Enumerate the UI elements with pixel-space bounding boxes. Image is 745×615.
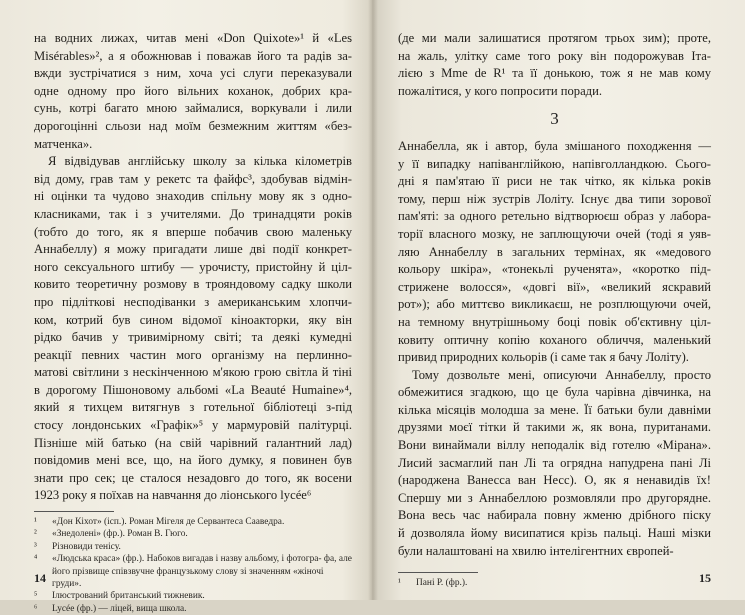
text-line: були налаштовані на хвилю інтелігентних європей- <box>398 543 674 558</box>
text-line: лією з Mme de R¹ та її донькою, тож я не мав кому <box>398 66 711 81</box>
text-line: ні оцінки та чудово знаходив спільну мову як з одно- <box>34 189 352 204</box>
footnote <box>34 541 352 553</box>
text-line: ковито теоретичну розмову в трояндовому садку школи <box>34 277 352 292</box>
footnote-number: ² <box>34 529 37 540</box>
paragraph-continued <box>398 30 711 100</box>
text-line: обмежитися згадкою, що це була чарівна дівчинка, на <box>398 385 711 400</box>
text-line: Спершу ми з Аннабеллою розмовляли про другорядне. <box>398 490 711 505</box>
text-line: Тому дозвольте мені, описуючи Аннабеллу, просто <box>412 367 711 382</box>
text-line: у її випадку напіванглійкою, напівголландкою. Сього- <box>398 156 711 171</box>
left-page-number: 14 <box>34 571 46 585</box>
text-line: кілька місяців молодша за мене. Її батьки були давніми <box>398 402 711 417</box>
text-line: класниками, так і з учителями. До тринадцяти років <box>34 206 352 221</box>
right-footnote-rule <box>398 572 478 573</box>
footnote-number: ¹ <box>398 578 401 589</box>
paragraph <box>398 367 711 561</box>
footnote-number: ⁴ <box>34 554 38 565</box>
footnote <box>34 528 352 540</box>
text-line: ковиту оптичну копію коханого обличчя, маленький <box>398 332 711 347</box>
text-line: пожалітися, у кого попросити поради. <box>398 83 602 98</box>
text-line: тому, перш ніж зустрів Лоліту. Існує два типи зорової <box>398 191 711 206</box>
text-line: Вони винаймали віллу неподалік від готелю «Мірана». <box>398 438 711 453</box>
text-line: (де ми мали залишатися протягом трьох зим); проте, <box>398 31 711 45</box>
footnote <box>34 516 352 528</box>
footnote <box>34 590 352 602</box>
footnote <box>34 603 352 615</box>
text-line: стосу лондонських «Графік»⁵ у мармуровій палітурці. <box>34 418 352 433</box>
footnote <box>398 577 711 589</box>
text-line: Misérables»², а я обожнював і поважав його та радів за- <box>34 48 352 63</box>
footnote-text: Пані Р. (фр.). <box>416 578 468 589</box>
left-page-body <box>34 30 352 505</box>
text-line: сунь, котрі багато мною займалися, воркували і лили <box>34 101 352 116</box>
chapter-number: 3 <box>550 109 559 129</box>
footnote-text: Lycée (фр.) — ліцей, вища школа. <box>52 603 187 614</box>
footnote-text: «Людська краса» (фр.). Набоков вигадав і назву альбому, і фотогра- фа, але його прізвище співзвучне французькому слову зі значенням «жіночі груди». <box>52 554 352 590</box>
text-line: й дозволяла йому висипатися крізь пальці. Наші мізки <box>398 526 711 541</box>
paragraph <box>398 138 711 367</box>
footnote-text: «Знедолені» (фр.). Роман В. Гюго. <box>52 529 188 540</box>
text-line: привид природних кольорів (і саме так я бачу Лоліту). <box>398 350 689 365</box>
footnote-number: ⁶ <box>34 603 38 614</box>
left-footnote-rule <box>34 511 114 512</box>
text-line: Аннабеллу) я можу пригадати лише дві події конкрет- <box>34 242 352 257</box>
text-line: кольору шкіра», «тонекьлі рученята», «коротко під- <box>398 262 711 277</box>
text-line: дорогоцінні сльози над моїм безмежним життям «без- <box>34 118 352 133</box>
text-line: на жаль, улітку саме того року він подорожував Іта- <box>398 48 711 63</box>
text-line: на темному внутрішньому боці повік об'єктивну ціл- <box>398 314 711 329</box>
text-line: пам'яті: за одного ретельно відтворюєш образ у лабора- <box>398 209 711 224</box>
footnote-number: ¹ <box>34 517 37 528</box>
footnote-text: Ілюстрований британський тижневик. <box>52 591 205 602</box>
text-line: одне одному про його вільних коханок, добрих кра- <box>34 83 352 98</box>
text-line: реакції певних частин мого організму на перлинно- <box>34 347 352 362</box>
footnote-number: ³ <box>34 541 37 552</box>
footnote-number: ⁵ <box>34 591 38 602</box>
paragraph <box>34 30 352 153</box>
text-line: ного сексуального штибу — урочисту, пристойну й ціл- <box>34 259 352 274</box>
text-line: стрижене волосся», «довгі вії», «великий яскравий <box>398 279 711 294</box>
text-line: вжди зустрічатися з ним, хоча усі слуги переказували <box>34 66 352 81</box>
left-footnotes <box>34 516 352 615</box>
right-page-number: 15 <box>699 571 711 585</box>
footnote-text: «Дон Кіхот» (ісп.). Роман Мігеля де Сервантеса Сааведра. <box>52 517 285 528</box>
text-line: про підліткові несподіванки з американським хлопчи- <box>34 294 352 309</box>
text-line: матові світлини з нескінченною м'якою грою світла й тіні <box>34 365 352 380</box>
text-line: Вона весь час набирала повну жменю дрібного піску <box>398 508 711 523</box>
text-line: в дорогому Пішоновому альбомі «La Beauté Humaine»⁴, <box>34 382 352 397</box>
right-page <box>372 0 745 600</box>
text-line: 1923 року я поїхав на навчання до ліонського lycée⁶ <box>34 488 312 503</box>
text-line: ляю Аннабеллу в загальних термінах, як «медового <box>398 244 711 259</box>
text-line: торії власного мозку, не заплющуючи очей (тоді я уяв- <box>398 226 711 241</box>
text-line: рідко бачив у тривимірному світі; та деякі кумедні <box>34 330 352 345</box>
right-footnotes <box>398 577 711 589</box>
footnote-text: Різновиди тенісу. <box>52 541 121 552</box>
text-line: який я тихцем витягнув з готельної бібліотеці з-під <box>34 400 352 415</box>
right-page-body <box>398 30 711 560</box>
text-line: (тобто до того, як я вперше побачив свою маленьку <box>34 224 352 239</box>
text-line: на водних лижах, читав мені «Don Quixote»¹ й «Les <box>34 31 352 45</box>
left-page <box>0 0 372 614</box>
paragraph <box>34 153 352 505</box>
text-line: друзями моєї тітки й такими ж, як вона, пуританами. <box>398 420 711 435</box>
text-line: Лисий засмаглий пан Лі та огрядна напудрена пані Лі <box>398 455 711 470</box>
text-line: повідомив мені все, що, на його думку, я повинен був <box>34 453 352 468</box>
text-line: ком, котрий був сином відомої кіноакторки, яку він <box>34 312 352 327</box>
text-line: знати про сек; це сталося незадовго до того, як восени <box>34 470 352 485</box>
text-line: матченка». <box>34 136 93 151</box>
text-line: дні я пам'ятаю її риси не так чітко, як кілька років <box>398 174 711 189</box>
text-line: рот»); або миттєво викликаєш, не розплющуючи очей, <box>398 297 711 312</box>
text-line: (народжена Ванесса ван Несс). О, як я ненавидів їх! <box>398 473 711 488</box>
text-line: Я відвідував англійську школу за кілька кілометрів <box>48 154 352 169</box>
text-line: від дому, грав там у рекетс та файфс³, здобував відмін- <box>34 171 352 186</box>
footnote <box>34 553 352 590</box>
text-line: Пізніше мій батько (на свій чарівний галантний лад) <box>34 435 352 450</box>
text-line: Аннабелла, як і автор, була змішаного походження — <box>398 138 711 153</box>
